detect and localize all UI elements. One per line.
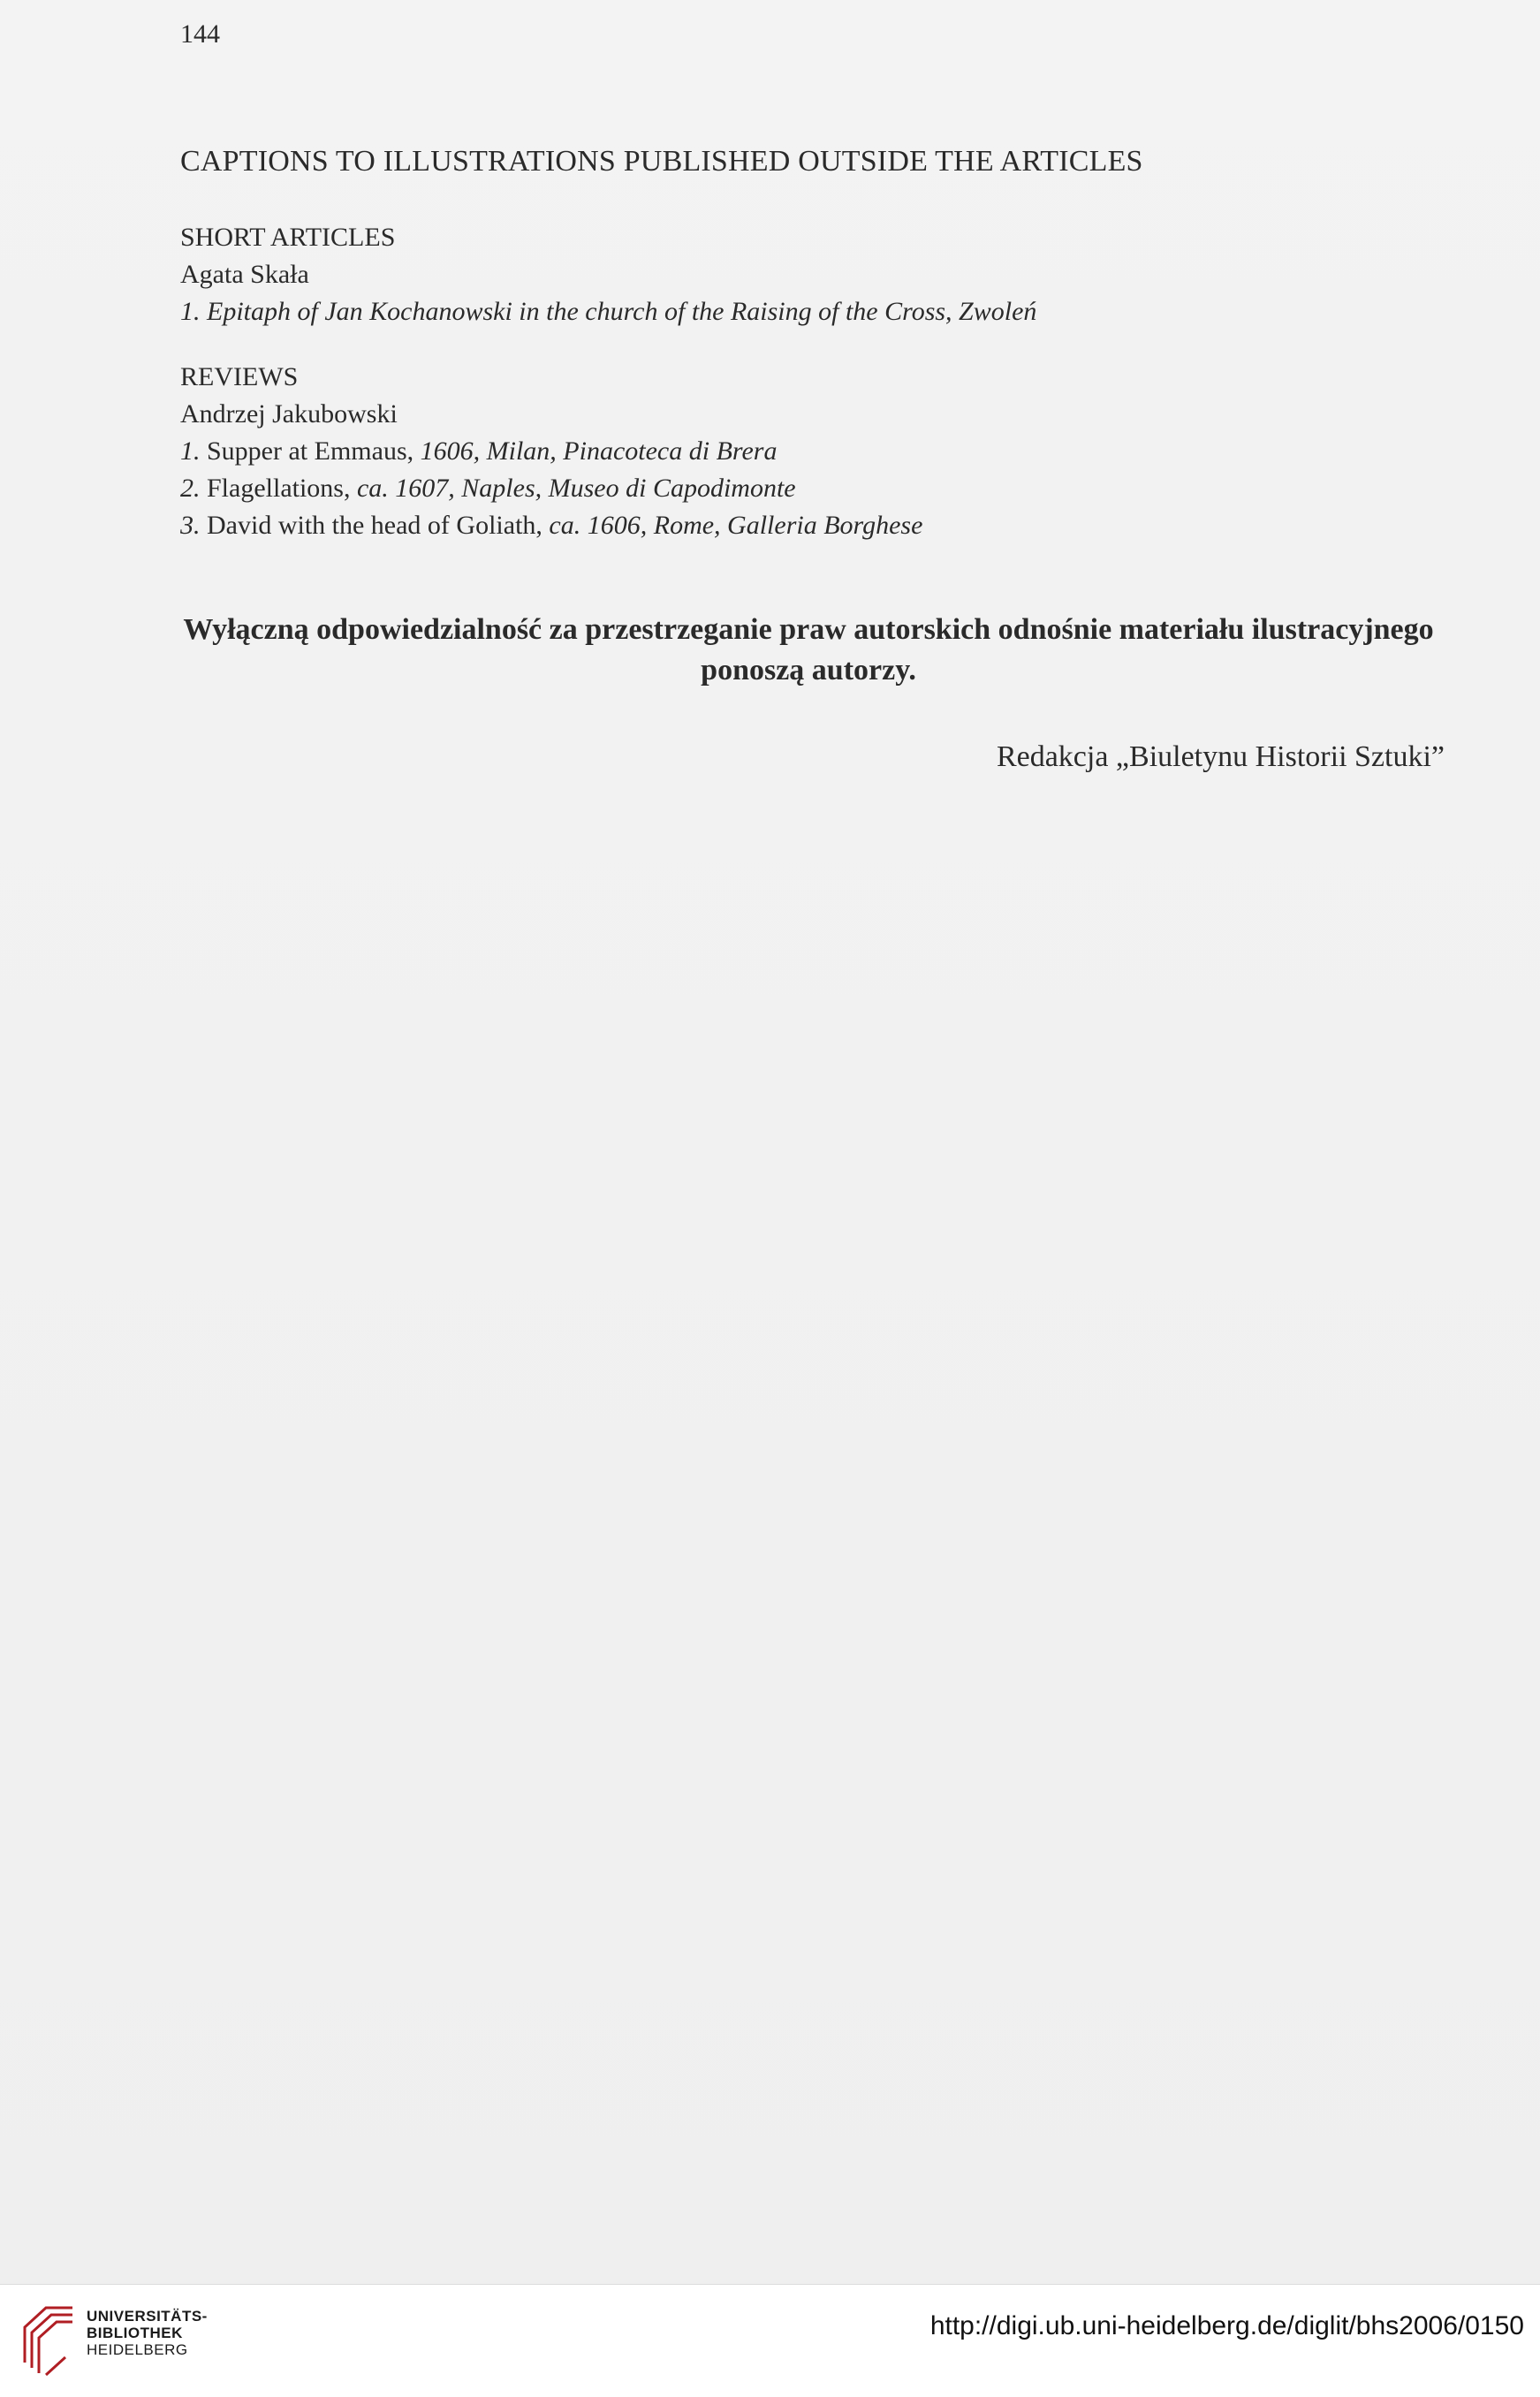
caption-details: ca. 1607, Naples, Museo di Capodimonte (356, 474, 796, 503)
caption-number: 2. (180, 474, 201, 503)
reviews-title: REVIEWS (180, 362, 299, 391)
library-logo-text (87, 2308, 208, 2358)
caption-item (180, 474, 796, 504)
caption-details: 1606, Milan, Pinacoteca di Brera (420, 436, 778, 466)
short-articles-title: SHORT ARTICLES (180, 223, 396, 252)
reviews-author: Andrzej Jakubowski (180, 399, 398, 429)
copyright-notice: Wyłączną odpowiedzialność za przestrzeganie praw autorskich odnośnie materiału ilustracyjnego ponoszą autorzy. (183, 613, 1434, 686)
caption-item (180, 297, 1036, 327)
logo-line: UNIVERSITÄTS- (87, 2308, 208, 2325)
library-logo-icon (19, 2301, 81, 2378)
caption-item (180, 511, 922, 541)
page-number: 144 (180, 19, 220, 49)
caption-number: 1. (180, 297, 201, 326)
caption-title: Supper at Emmaus, (207, 436, 414, 466)
source-url-link[interactable]: http://digi.ub.uni-heidelberg.de/diglit/bhs2006/0150 (929, 2311, 1524, 2340)
logo-line: BIBLIOTHEK (87, 2325, 183, 2341)
editorial-signature: Redakcja „Biuletynu Historii Sztuki” (996, 740, 1445, 773)
logo-line: HEIDELBERG (87, 2341, 188, 2358)
caption-number: 1. (180, 436, 201, 466)
page-heading: CAPTIONS TO ILLUSTRATIONS PUBLISHED OUTSIDE THE ARTICLES (180, 145, 1143, 178)
caption-text: Epitaph of Jan Kochanowski in the church of the Raising of the Cross, Zwoleń (207, 297, 1037, 326)
caption-details: ca. 1606, Rome, Galleria Borghese (549, 511, 923, 540)
caption-number: 3. (180, 511, 201, 540)
short-articles-author: Agata Skała (180, 260, 309, 289)
caption-item (180, 436, 777, 467)
caption-title: David with the head of Goliath, (207, 511, 542, 540)
footer-bar (0, 2284, 1540, 2397)
caption-title: Flagellations, (207, 474, 351, 503)
